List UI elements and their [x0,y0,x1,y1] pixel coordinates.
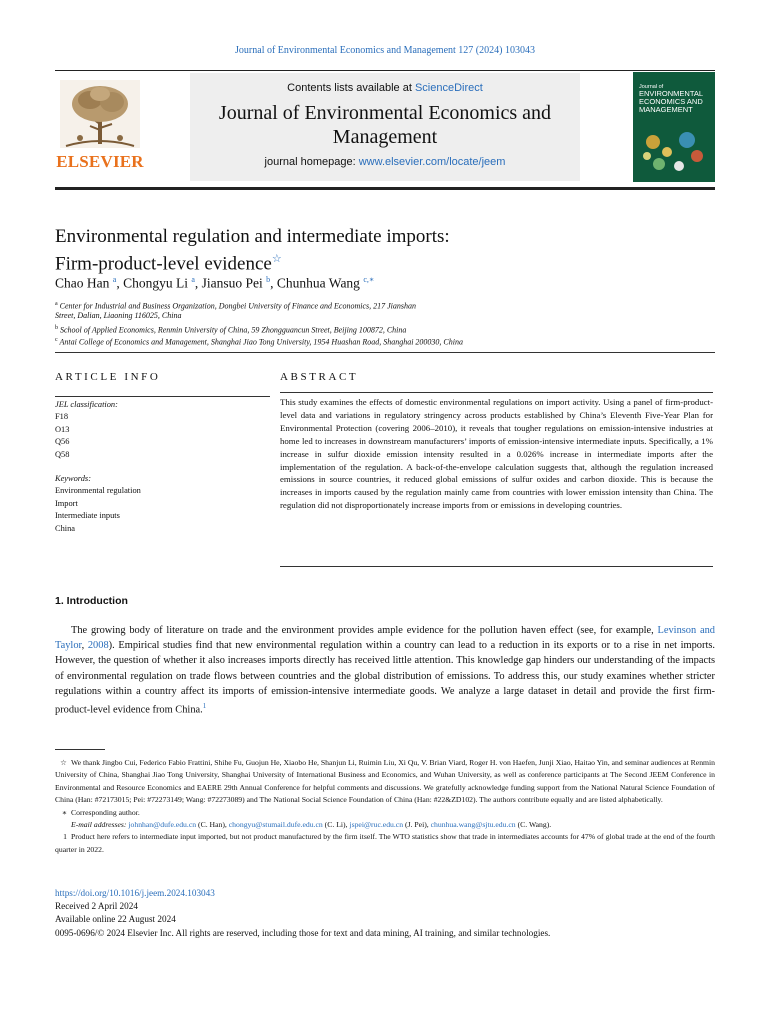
homepage-line [190,156,580,168]
footnote-mark: ∗ [61,807,67,817]
jel-code: O13 [55,424,70,434]
email-link[interactable]: chongyu@stumail.dufe.edu.cn [228,820,323,830]
divider [55,352,715,353]
title-footnote-star-icon[interactable]: ☆ [271,253,282,265]
keyword: Intermediate inputs [55,511,120,521]
email-owner: (C. Han), [196,820,229,830]
email-link[interactable]: chunhua.wang@sjtu.edu.cn [430,820,516,830]
footnote-corresponding [55,807,715,819]
author-name[interactable]: Chongyu Li [123,275,188,291]
article-title-line1: Environmental regulation and intermediate imports: [55,226,450,247]
jel-code: Q58 [55,449,70,459]
publisher-wordmark[interactable]: ELSEVIER [56,152,144,171]
intro-text: ). Empirical studies find that new environmental regulation within a country can lead to a reduction in its exports or to a rise in net imports. However, the question of whether it also increases imports directly has received little attention. This knowledge gap hinders our understanding of the impacts of environmental regulation on trade flows between countries and the global distribution of emissions. To address this, our study examines whether stricter regulations within a country affect its imports of emission-intensive intermediate goods. We analyze a large dataset in detail and provide the first firm-product-level evidence from China. [55,640,715,716]
divider [280,566,713,567]
footnote-ref[interactable]: 1 [202,702,207,711]
affil-text: Center for Industrial and Business Organization, Dongbei University of Finance and Economics, 217 Jianshan [59,301,417,311]
footnote-rule [55,749,105,750]
intro-paragraph [55,623,715,718]
email-owner: (C. Wang). [515,820,552,830]
affiliation-c [55,334,715,349]
citation-link[interactable]: Levinson and Taylor [55,625,715,652]
copyright-notice: 0095-0696/© 2024 Elsevier Inc. All rights are reserved, including those for text and data mining, AI training, and similar technologies. [55,927,551,938]
keywords-label: Keywords: [55,474,91,484]
article-title-line2: Firm-product-level evidence [55,253,272,275]
section-heading: 1. Introduction [55,595,128,607]
footnote-text: Product here refers to intermediate input imported, but not product manufactured by the firm itself. The WTO statistics show that trade in intermediates accounts for 47% of global trade at the end of the fourth quarter in 2022. [55,832,715,854]
citation-year-link[interactable]: 2008 [87,640,109,652]
running-header[interactable]: Journal of Environmental Economics and Management 127 (2024) 103043 [235,45,535,56]
cover-text [639,84,711,114]
journal-title: Journal of Environmental Economics and Management [218,102,552,148]
article-metadata [55,887,715,940]
footnotes [55,757,715,856]
article-info-heading: ARTICLE INFO [55,371,161,383]
author-list: Chao Han $^a$, Chongyu Li $^a$, Jiansuo Pei $^b$, Chunhua Wang $^{c,∗}$ [55,275,375,291]
jel-code: Q56 [55,437,70,447]
abstract-text: This study examines the effects of domestic environmental regulations on import activity. Using a panel of firm-product-level data and variations in regulatory stringency across products established by China’s Eleventh Five-Year Plan for Environmental Protection (covering 2006–2010), it reveals that tougher regulations on emission-intensive industries at home led to increases in downstream manufacturers’ imports of emission-intensive intermediate inputs. Specifically, a 1% increase in sulfur dioxide emission intensity resulted in a 0.026% increase in intermediate imports after the implementation of the regulation. A back-of-the-envelope calculation suggests that, although the regulation increased emissions in source countries, it reduced global emissions of sulfur oxides and carbon dioxide. This is because the increases in imports caused by the regulation mainly came from countries with lower emission intensity than China. The regulation did not disproportionately increase imports from or emissions in developing countries. [280,397,713,511]
jel-label: JEL classification: [55,400,118,409]
homepage-link[interactable]: www.elsevier.com/locate/jeem [358,156,506,168]
affil-mark: a [55,301,58,307]
author-affil-mark[interactable]: b [266,275,271,284]
footnote-text: Corresponding author. [71,807,140,817]
abstract-heading: ABSTRACT [280,371,359,383]
keyword: Environmental regulation [55,486,141,496]
affil-mark: c [55,337,58,343]
intro-text: The growing body of literature on trade and the environment provides ample evidence for the pollution haven effect (see, for example, [71,625,658,636]
intro-text: , [81,640,88,652]
affiliation-a-cont [55,310,715,322]
email-link[interactable]: johnhan@dufe.edu.cn [128,820,197,830]
author-affil-mark[interactable]: c,∗ [363,275,375,284]
jel-code: F18 [55,412,69,422]
author-affil-mark[interactable]: a [112,275,117,284]
author-affil-mark[interactable]: a [191,275,195,284]
affil-text: School of Applied Economics, Renmin University of China, 59 Zhongguancun Street, Beijing 100872, China [60,325,407,335]
cover-art-icon [633,122,715,182]
author-name[interactable]: Jiansuo Pei [201,275,263,291]
affil-text: Antai College of Economics and Management, Shanghai Jiao Tong University, 1954 Huashan Road, Shanghai 200030, China [59,337,463,347]
cover-text-big: ENVIRONMENTAL ECONOMICS AND MANAGEMENT [639,89,703,115]
affil-text: Street, Dalian, Liaoning 116025, China [55,311,182,320]
homepage-prefix: journal homepage: [264,156,359,168]
elsevier-tree-logo-icon[interactable] [60,80,140,148]
footnote-star-icon: ☆ [60,758,67,767]
divider [55,396,270,397]
email-owner: (C. Li), [322,820,350,830]
divider [280,392,713,393]
keyword: Import [55,498,78,508]
received-date: Received 2 April 2024 [55,901,138,912]
article-title [55,225,715,275]
affil-mark: b [55,325,58,331]
email-owner: (J. Pei), [403,820,431,830]
doi-link[interactable]: https://doi.org/10.1016/j.jeem.2024.103043 [55,888,215,898]
email-label: E-mail addresses: [71,820,127,830]
author-name[interactable]: Chunhua Wang [276,275,360,291]
available-date: Available online 22 August 2024 [55,914,176,925]
sciencedirect-link[interactable]: ScienceDirect [414,82,483,94]
footnote-acknowledgment [55,757,715,807]
article-info-panel [55,399,270,535]
contents-prefix: Contents lists available at [287,82,415,94]
footnote-1 [55,831,715,856]
journal-cover-thumbnail[interactable] [633,72,715,182]
footnote-mark: 1 [63,832,67,842]
footnote-emails [55,819,715,831]
footnote-text: We thank Jingbo Cui, Federico Fabio Frattini, Shihe Fu, Guojun He, Xiaobo He, Shanjun Li, Ruimin Liu, Xi Qu, V. Brian Viard, Roger H. von Haefen, Junji Xiao, Haitao Yin, and seminar audiences at Renmin University of China, Shanghai Jiao Tong University, Shanghai University of International Business and Economics, and Wuhan University, as well as conference participants at The Second JEEM Conference in Environmental and Resource Economics and EAERE 29th Annual Conference for helpful comments and discussions. We gratefully acknowledge funding support from the National Natural Science Foundation of China (Han: #72173015; Pei: #72273149; Wang: #72273089) and The National Social Science Foundation of China (Han: #22&ZD102). The authors contribute equally and are listed alphabetically. [55,758,715,805]
contents-line [190,82,580,94]
author-name[interactable]: Chao Han [55,275,110,291]
email-link[interactable]: jspei@ruc.edu.cn [349,820,404,830]
keyword: China [55,523,76,533]
cover-text-small: Journal of [639,84,664,90]
